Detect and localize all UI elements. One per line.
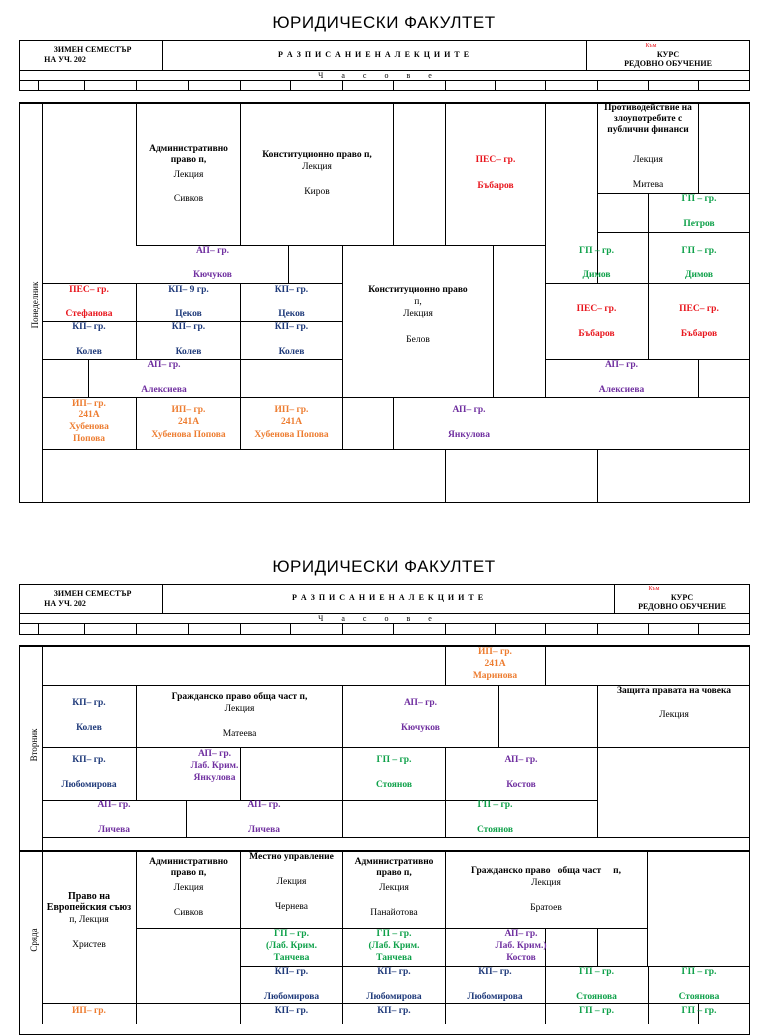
mon-ip2-b: 241А <box>177 417 200 427</box>
mon-prot-teacher: Митева <box>632 180 664 190</box>
wed-loc-teacher: Чернева <box>274 902 309 912</box>
wed-gp3: ГП – гр. <box>579 967 614 977</box>
year-label: НА УЧ. 202 <box>44 55 86 64</box>
course-label: КУРС <box>656 50 680 59</box>
mon-gp2-teacher: Димов <box>582 270 611 280</box>
wed-kp2-teacher: Любомирова <box>366 992 422 1002</box>
wed-civ-lec: Лекция <box>531 878 561 888</box>
wed-kp1: КП– гр. <box>274 967 309 977</box>
mon-kp4: КП– гр. <box>171 322 206 332</box>
mon-ip3-a: ИП– гр. <box>274 405 309 415</box>
mon-ap2-teacher: Алексиева <box>141 385 187 395</box>
mon-ip3-c: Хубенова Попова <box>254 430 329 440</box>
tue-ap2-c: Янкулова <box>193 773 236 783</box>
mon-gp1-teacher: Петров <box>683 219 715 229</box>
mon-const-title: Конституционно право п, <box>262 150 372 160</box>
wed-gp1-c: Танчева <box>273 953 310 963</box>
tue-ap3-teacher: Костов <box>506 780 536 790</box>
tue-ap5-teacher: Личева <box>247 825 280 835</box>
tue-civ-title: Гражданско право обща част п, <box>171 692 308 702</box>
wed-kp1-teacher: Любомирова <box>263 992 320 1002</box>
wed-loc-lec: Лекция <box>276 877 307 887</box>
mon-kp2-teacher: Цеков <box>278 309 305 319</box>
tue-ap4-teacher: Личева <box>97 825 130 835</box>
wed-gp4: ГП – гр. <box>681 967 717 977</box>
mon-pes3: ПЕС– гр. <box>576 304 617 314</box>
mon-ap1: АП– гр. <box>195 246 230 256</box>
wed-eu-lec: п, Лекция <box>69 915 109 925</box>
wed-kp3: КП– гр. <box>478 967 512 977</box>
hours-label: Ч а с о в е <box>318 71 432 80</box>
year-label-2: НА УЧ. 202 <box>44 599 86 608</box>
kam-label: Към <box>645 43 657 49</box>
tue-kp2: КП– гр. <box>72 755 106 765</box>
mon-prot-title: Противодействие на злоупотребите с публични финанси <box>604 103 692 135</box>
wed-kp2: КП– гр. <box>377 967 411 977</box>
wed-gp6: ГП – гр. <box>681 1006 717 1016</box>
wed-gp2-c: Танчева <box>376 953 412 963</box>
day-monday: Понеделник <box>30 281 40 329</box>
wed-gp3-teacher: Стоянова <box>576 992 617 1002</box>
mon-ip2-a: ИП– гр. <box>171 405 206 415</box>
mon-kp5-teacher: Колев <box>278 347 305 357</box>
mon-ap1-teacher: Кючуков <box>193 270 232 280</box>
mon-adm-teacher: Сивков <box>173 194 204 204</box>
tue-civ-lec: Лекция <box>224 704 255 714</box>
wed-kp4: КП– гр. <box>274 1006 309 1016</box>
tue-gp1: ГП – гр. <box>376 755 412 765</box>
mon-ap3-teacher: Алексиева <box>598 385 645 395</box>
wed-eu-title: Право на Европейския съюз <box>46 891 132 913</box>
mon-kp1: КП– 9 гр. <box>168 285 209 295</box>
wed-gp2-b: (Лаб. Крим. <box>368 941 420 951</box>
tue-civ-teacher: Матеева <box>222 729 257 739</box>
mon-const2-p: п, <box>414 297 422 307</box>
mon-gp3-teacher: Димов <box>685 270 713 280</box>
wed-loc-title: Местно управление <box>249 852 334 862</box>
tue-gp1-teacher: Стоянов <box>375 780 413 790</box>
wed-adm1-teacher: Сивков <box>173 908 204 918</box>
course-label-2: КУРС <box>670 593 694 602</box>
faculty-title: ЮРИДИЧЕСКИ ФАКУЛТЕТ <box>272 13 496 32</box>
wed-gp1-a: ГП – гр. <box>274 929 309 939</box>
mon-pes3-teacher: Бъбаров <box>578 329 615 339</box>
mon-ip1-d: Попова <box>72 434 105 444</box>
tue-kp2-teacher: Любомирова <box>61 780 117 790</box>
wed-gp2-a: ГП – гр. <box>376 929 412 939</box>
wed-ap1-c: Костов <box>506 953 536 963</box>
wed-ip: ИП– гр. <box>72 1006 106 1016</box>
tue-hr-lec: Лекция <box>659 710 689 720</box>
tue-ip-a: ИП– гр. <box>478 647 512 657</box>
day-tuesday: Вторник <box>29 728 39 762</box>
mon-pes2-teacher: Стефанова <box>65 309 113 319</box>
mon-const2-lec: Лекция <box>403 309 433 319</box>
mon-pes4: ПЕС– гр. <box>679 304 719 314</box>
wed-adm2-title: Административно право п, <box>354 857 434 878</box>
mon-ip1-b: 241А <box>78 410 100 420</box>
wed-kp5: КП– гр. <box>377 1006 411 1016</box>
mon-ap3: АП– гр. <box>604 360 639 370</box>
tue-ap2-b: Лаб. Крим. <box>190 761 239 771</box>
mon-const2-teacher: Белов <box>406 335 430 345</box>
wed-civ-title: Гражданско право обща част п, <box>471 866 621 876</box>
mon-ip1-c: Хубенова <box>69 422 109 432</box>
tue-kp1: КП– гр. <box>72 698 106 708</box>
wed-gp4-teacher: Стоянова <box>678 992 720 1002</box>
wed-adm2-lec: Лекция <box>379 883 409 893</box>
mon-gp1: ГП – гр. <box>681 194 717 204</box>
tue-ap5: АП– гр. <box>247 800 281 810</box>
mon-const2-title: Конституционно право <box>368 285 468 295</box>
mon-kp1-teacher: Цеков <box>175 309 202 319</box>
mon-kp4-teacher: Колев <box>175 347 202 357</box>
mon-pes1: ПЕС– гр. <box>475 155 516 165</box>
mon-ap4-teacher: Янкулова <box>448 430 490 440</box>
mon-ap4: АП– гр. <box>452 405 486 415</box>
wed-ap1-b: Лаб. Крим.) <box>495 941 547 951</box>
semester-label: ЗИМЕН СЕМЕСТЪР <box>53 45 132 54</box>
semester-label-2: ЗИМЕН СЕМЕСТЪР <box>53 589 132 598</box>
mon-adm-title: Административно право п, <box>149 144 228 165</box>
tue-kp1-teacher: Колев <box>76 723 102 733</box>
tue-ap4: АП– гр. <box>97 800 131 810</box>
tue-hr-title: Защита правата на човека <box>616 686 732 696</box>
wed-adm2-teacher: Панайотова <box>370 908 418 918</box>
mon-kp2: КП– гр. <box>274 285 309 295</box>
mon-const-teacher: Киров <box>304 187 330 197</box>
tue-ap1: АП– гр. <box>403 698 438 708</box>
mon-adm-lec: Лекция <box>173 170 204 180</box>
wed-adm1-title: Административно право п, <box>149 857 228 878</box>
wed-kp3-teacher: Любомирова <box>467 992 523 1002</box>
tue-gp2-teacher: Стоянов <box>476 825 514 835</box>
wed-eu-teacher: Христев <box>72 940 106 950</box>
mon-kp3-teacher: Колев <box>76 347 102 357</box>
mon-ip3-b: 241А <box>280 417 303 427</box>
faculty-title-2: ЮРИДИЧЕСКИ ФАКУЛТЕТ <box>272 557 496 576</box>
tue-ap3: АП– гр. <box>504 755 538 765</box>
mon-pes1-teacher: Бъбаров <box>477 181 514 191</box>
mon-pes2: ПЕС– гр. <box>69 285 109 295</box>
wed-gp1-b: (Лаб. Крим. <box>266 941 317 951</box>
schedule-label-2: Р А З П И С А Н И Е Н А Л Е К Ц И И Т Е <box>291 593 485 602</box>
schedule-label: Р А З П И С А Н И Е Н А Л Е К Ц И И Т Е <box>277 50 471 59</box>
mon-gp3: ГП – гр. <box>681 246 717 256</box>
wed-adm1-lec: Лекция <box>173 883 204 893</box>
wed-ap1-a: АП– гр. <box>504 929 538 939</box>
wed-gp5: ГП – гр. <box>579 1006 614 1016</box>
mon-kp5: КП– гр. <box>274 322 309 332</box>
mode-label: РЕДОВНО ОБУЧЕНИЕ <box>624 59 712 68</box>
mon-ip2-c: Хубенова Попова <box>151 430 226 440</box>
tue-ip-c: Маринова <box>472 671 518 681</box>
tue-gp2: ГП – гр. <box>477 800 513 810</box>
mon-prot-lec: Лекция <box>633 155 663 165</box>
mode-label-2: РЕДОВНО ОБУЧЕНИЕ <box>638 602 726 611</box>
tue-ap1-teacher: Кючуков <box>401 723 440 733</box>
mon-kp3: КП– гр. <box>72 322 106 332</box>
hours-label-2: Ч а с о в е <box>318 614 432 623</box>
mon-ap2: АП– гр. <box>147 360 181 370</box>
mon-const-lec: Лекция <box>302 162 332 172</box>
wed-civ-teacher: Братоев <box>530 903 562 913</box>
tue-ap2-a: АП– гр. <box>197 749 232 759</box>
tue-ip-b: 241А <box>484 659 506 669</box>
mon-pes4-teacher: Бъбаров <box>680 329 718 339</box>
mon-ip1-a: ИП– гр. <box>72 399 106 409</box>
kam-label-2: Към <box>648 586 660 592</box>
mon-gp2: ГП – гр. <box>579 246 614 256</box>
day-wednesday: Сряда <box>29 928 39 952</box>
